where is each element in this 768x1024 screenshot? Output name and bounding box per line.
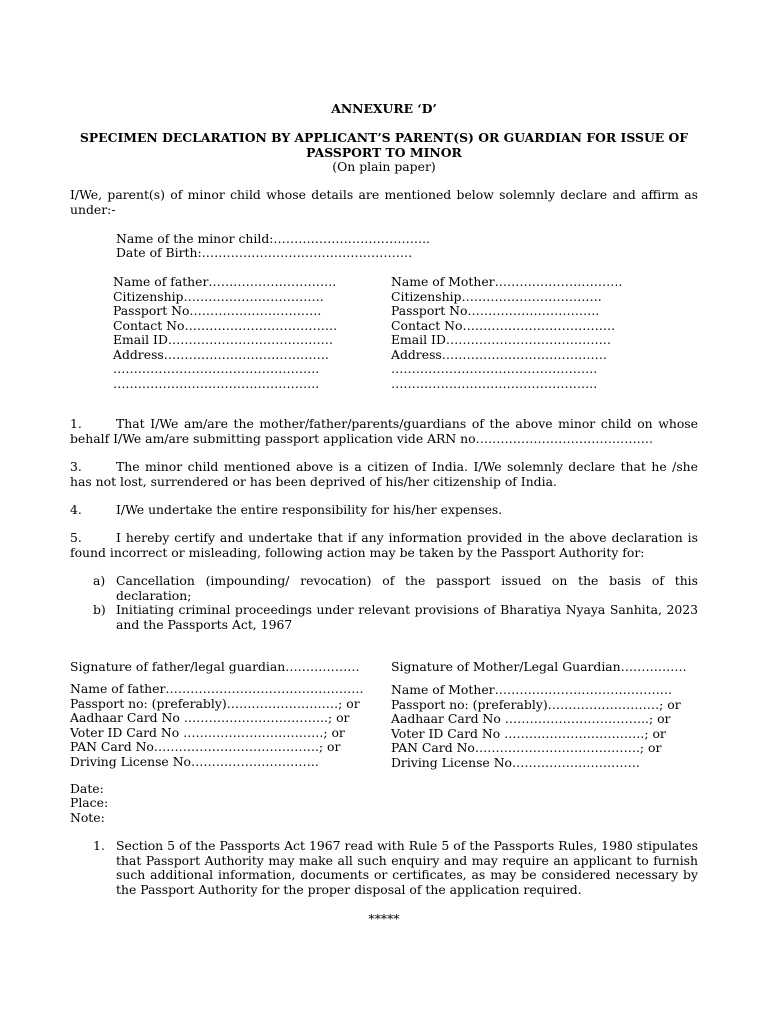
clause-5-text: I hereby certify and undertake that if any information provided in the above declaration is found incorrect or misleading, following action may be taken by the Passport Authority for: <box>70 530 698 560</box>
action-item <box>93 603 698 632</box>
father-detail-line: ………………………………………….. <box>113 361 320 376</box>
clause-4-text: I/We undertake the entire responsibility for his/her expenses. <box>116 502 503 517</box>
mother-id-details <box>391 683 681 770</box>
place-label: Place: <box>70 795 109 810</box>
clause-5-number: 5. <box>70 530 82 545</box>
clause-3-number: 3. <box>70 459 82 474</box>
mother-id-line: Driving License No…………………………. <box>391 754 640 770</box>
father-id-line: Voter ID Card No …………………………….; or <box>70 724 345 740</box>
date-label: Date: <box>70 781 104 796</box>
father-detail-line: Email ID…………………………………. <box>113 332 333 347</box>
clause-4-number: 4. <box>70 502 82 517</box>
mother-id-line: PAN Card No………………………………….; or <box>391 740 662 755</box>
mother-id-line: Passport no: (preferably)………………………; or <box>391 696 681 712</box>
father-detail-line: Contact No………………………………. <box>113 317 338 333</box>
father-signature-line: Signature of father/legal guardian……………… <box>70 659 360 674</box>
mother-detail-line: Name of Mother…………………………. <box>391 274 623 289</box>
annexure-heading: ANNEXURE ‘D’ <box>331 101 437 116</box>
father-details <box>113 275 337 391</box>
mother-detail-line: Email ID…………………………………. <box>391 332 611 347</box>
mother-detail-line: Address…………………………………. <box>391 346 607 362</box>
father-detail-line: Address…………………………………. <box>113 346 329 362</box>
action-text: Cancellation (impounding/ revocation) of the passport issued on the basis of this declaration; <box>116 573 698 603</box>
mother-detail-line: Passport No………………………….. <box>391 303 600 318</box>
mother-detail-line: Contact No………………………………. <box>391 317 616 333</box>
title-line-1: SPECIMEN DECLARATION BY APPLICANT’S PARENT(S) OR GUARDIAN FOR ISSUE OF <box>79 130 689 145</box>
father-id-line: Aadhaar Card No ……………………………..; or <box>70 710 350 725</box>
father-detail-line: Citizenship……………………………. <box>113 288 324 304</box>
clause-3-text: The minor child mentioned above is a citizen of India. I/We solemnly declare that he /she has not lost, surrendered or has been deprived of his/her citizenship of India. <box>70 459 698 489</box>
father-detail-line: Name of father…………………………. <box>113 274 337 289</box>
mother-detail-line: ………………………………………….. <box>391 361 598 376</box>
action-item <box>93 574 698 603</box>
mother-id-line: Name of Mother……………………………………. <box>391 682 673 697</box>
clause-1-number: 1. <box>70 416 82 431</box>
mother-signature-line: Signature of Mother/Legal Guardian……………. <box>391 659 687 674</box>
father-id-line: Name of father………………………………………… <box>70 681 364 696</box>
minor-name-field: Name of the minor child:……………………………….. <box>116 231 430 246</box>
minor-dob-field: Date of Birth:…………………………………………… <box>116 245 413 260</box>
action-marker: a) <box>93 573 106 588</box>
note-item-text: Section 5 of the Passports Act 1967 read with Rule 5 of the Passports Rules, 1980 stipulates that Passport Authority may make all such enquiry and may require an applicant to furnish such additional information, documents or certificates, as may be considered necessary by the Passport Authority for the proper disposal of the application required. <box>116 838 698 897</box>
end-mark: ***** <box>368 911 400 926</box>
action-text: Initiating criminal proceedings under relevant provisions of Bharatiya Nyaya Sanhita, 2023 and the Passports Act, 1967 <box>116 602 698 632</box>
action-list <box>93 574 698 632</box>
mother-detail-line: Citizenship……………………………. <box>391 288 602 304</box>
father-id-line: PAN Card No………………………………….; or <box>70 739 341 754</box>
mother-details <box>391 275 622 391</box>
father-id-line: Passport no: (preferably)………………………; or <box>70 695 360 711</box>
title-line-2: PASSPORT TO MINOR <box>306 145 462 160</box>
mother-id-line: Aadhaar Card No ……………………………..; or <box>391 711 671 726</box>
note-item-marker: 1. <box>93 838 105 853</box>
subtitle: (On plain paper) <box>332 159 436 174</box>
action-marker: b) <box>93 602 106 617</box>
father-detail-line: ………………………………………….. <box>113 375 320 391</box>
father-id-details <box>70 682 364 769</box>
father-detail-line: Passport No………………………….. <box>113 303 322 318</box>
clause-1-text: That I/We am/are the mother/father/parents/guardians of the above minor child on whose behalf I/We am/are submitting passport application vide ARN no……………………………………. <box>70 416 698 446</box>
father-id-line: Driving License No…………………………. <box>70 753 319 769</box>
note-label: Note: <box>70 810 105 825</box>
intro-paragraph: I/We, parent(s) of minor child whose details are mentioned below solemnly declare and affirm as under:- <box>70 187 698 217</box>
mother-id-line: Voter ID Card No …………………………….; or <box>391 725 666 741</box>
mother-detail-line: ………………………………………….. <box>391 375 598 391</box>
